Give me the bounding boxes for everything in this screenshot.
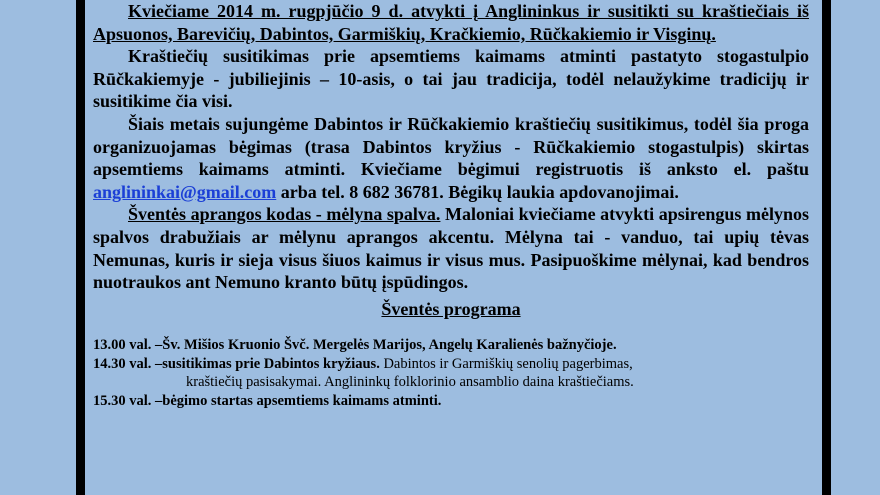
email-link[interactable]: anglininkai@gmail.com	[93, 181, 277, 202]
dress-code-paragraph	[93, 203, 809, 293]
tradition-paragraph: Kraštiečių susitikimas prie apsemtiems kaimams atminti pastatyto stogastulpio Rūčkakiemyje - jubiliejinis – 10-asis, o tai jau tradicija, todėl nelaužykime tradicijų ir susitikime čia visi.	[93, 46, 809, 112]
program-item	[93, 355, 809, 374]
run-text-end: arba tel. 8 682 36781. Bėgikų laukia apdovanojimai.	[276, 181, 679, 202]
program-text	[162, 355, 809, 374]
program-text: bėgimo startas apsemtiems kaimams atminti.	[162, 392, 442, 409]
program-time: 14.30 val. –	[93, 355, 163, 372]
program-time: 15.30 val. –	[93, 392, 163, 409]
program-item	[93, 336, 809, 355]
run-paragraph	[93, 113, 809, 203]
program-time: 13.00 val. –	[93, 337, 163, 354]
dress-code-heading: Šventės aprangos kodas - mėlyna spalva.	[128, 204, 441, 225]
program-item	[93, 392, 809, 411]
program-continuation: kraštiečių pasisakymai. Anglininkų folklorinio ansamblio daina kraštiečiams.	[186, 374, 634, 391]
invitation-document	[93, 0, 809, 410]
program-text-bold: susitikimas prie Dabintos kryžiaus.	[162, 355, 380, 372]
invitation-paragraph: Kviečiame 2014 m. rugpjūčio 9 d. atvykti į Anglininkus ir susitikti su kraštiečiais iš Apsuonos, Barevičių, Dabintos, Garmiškių, Kračkiemio, Rūčkakiemio ir Visginų.	[93, 1, 809, 44]
dress-code-text: Maloniai kviečiame atvykti apsirengus mėlynos spalvos drabužiais ar mėlynu aprangos akcentu. Mėlyna tai - vanduo, tai upių tėvas Nemunas, kuris ir sieja visus šiuos kaimus ir visus mus. Pasipuoškime mėlynai, kad bendros nuotraukos ant Nemuno kranto būtų įspūdingos.	[93, 204, 809, 293]
page-border-left	[76, 0, 85, 495]
run-text: Šiais metais sujungėme Dabintos ir Rūčkakiemio kraštiečių susitikimus, todėl šia proga organizuojamas bėgimas (trasa Dabintos kryžius - Rūčkakiemio stogastulpis) skirtas apsemtiems kaimams atminti. Kviečiame bėgimui registruotis iš anksto el. paštu	[93, 113, 809, 180]
program-title: Šventės programa	[381, 298, 521, 319]
program-text: Šv. Mišios Kruonio Švč. Mergelės Marijos, Angelų Karalienės bažnyčioje.	[162, 337, 617, 354]
program-text-normal: Dabintos ir Garmiškių senolių pagerbimas,	[379, 355, 633, 372]
program-list	[93, 336, 809, 410]
page-border-right	[822, 0, 831, 495]
